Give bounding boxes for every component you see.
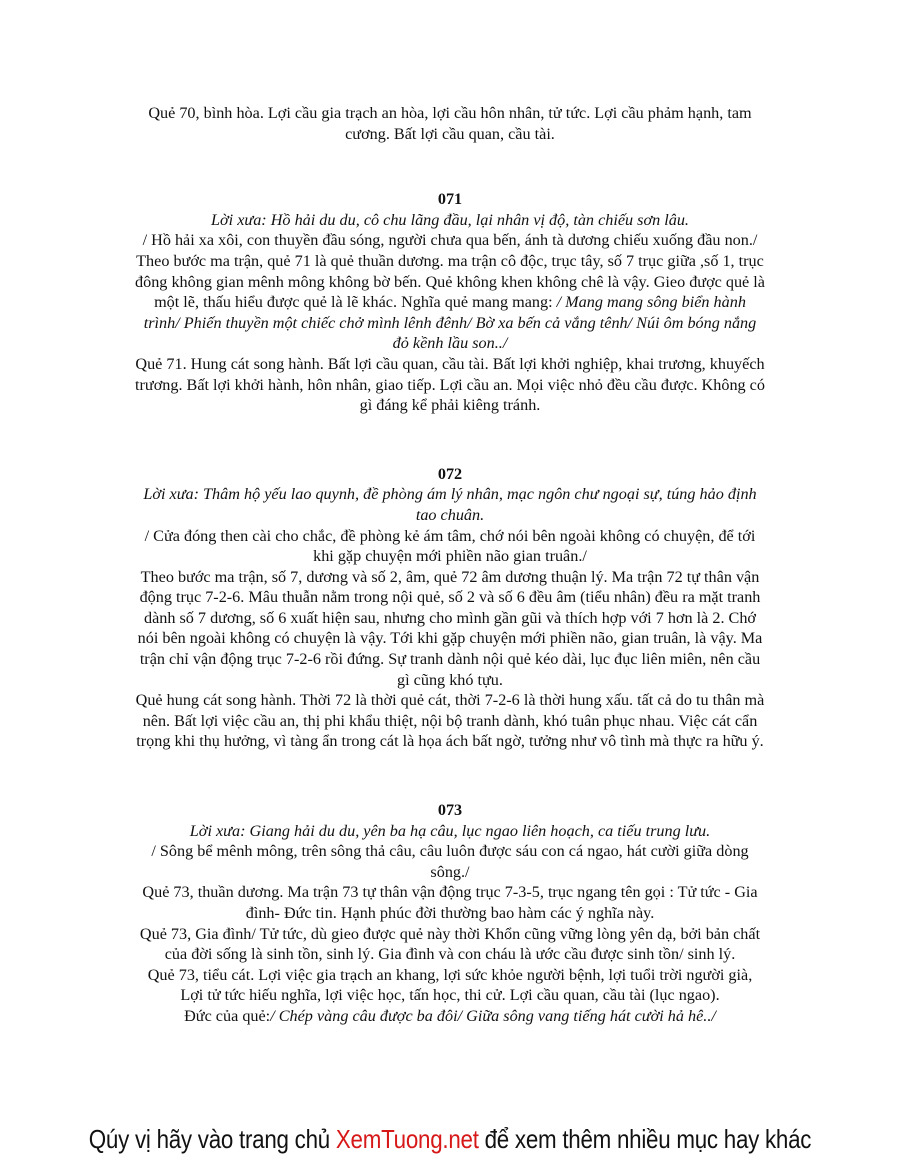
text-line: sông./: [430, 862, 470, 881]
text-line: đình- Đức tin. Hạnh phúc đời thường bao hàm các ý nghĩa này.: [245, 904, 655, 922]
section-071: [100, 189, 800, 416]
text-line: của đời sống là sinh tồn, sinh lý. Gia đình và con cháu là ước cầu được sinh tồn/ sinh lý.: [164, 945, 736, 964]
text-line: dành số 7 dương, số 6 xuất hiện sau, nhưng cho mình gần gũi và thích hợp với 7 hơn là 2. Chớ: [143, 608, 756, 627]
text-line: / Hồ hải xa xôi, con thuyền đầu sóng, người chưa qua bến, ánh tà dương chiếu xuống đầu non./: [142, 231, 758, 250]
text-line: động trục 7-2-6. Mâu thuẫn nằm trong nội quẻ, số 2 và số 6 đều âm (tiểu nhân) đều ra mặt tranh: [139, 588, 761, 607]
text-line: [100, 1006, 800, 1027]
text-line: Quẻ 73, tiểu cát. Lợi việc gia trạch an khang, lợi sức khỏe người bệnh, lợi tuổi trời người già,: [147, 965, 753, 984]
document-page: [100, 103, 800, 1027]
text-line: trình/ Phiến thuyền một chiếc chở mình lênh đênh/ Bờ xa bến cả vắng tênh/ Núi ôm bóng nắng: [143, 313, 757, 332]
section-072: [100, 464, 800, 752]
footer-text-before: Qúy vị hãy vào trang chủ: [88, 1124, 336, 1154]
text-line: Quẻ 71. Hung cát song hành. Bất lợi cầu quan, cầu tài. Bất lợi khởi nghiệp, khai trương, khuyếch: [135, 354, 765, 373]
text-line: gì cũng khó tựu.: [397, 670, 503, 689]
section-number: 071: [437, 190, 463, 209]
text-line: / Sông bể mênh mông, trên sông thả câu, câu luôn được sáu con cá ngao, hát cười giữa dòng: [151, 842, 749, 861]
text-line: Quẻ 73, thuần dương. Ma trận 73 tự thân vận động trục 7-3-5, trục ngang tên gọi : Tử tức - Gia: [142, 883, 758, 902]
intro-line-2: cương. Bất lợi cầu quan, cầu tài.: [345, 124, 555, 143]
footer-banner: [63, 1124, 837, 1155]
text-line: / Cửa đóng then cài cho chắc, đề phòng kẻ ám tâm, chớ nói bên ngoài không có chuyện, để tới: [144, 526, 756, 545]
section-body: [100, 821, 800, 1027]
text-line: nói bên ngoài không có chuyện là vậy. Tới khi gặp chuyện mới phiền não, gian truân, là vậy. Ma: [137, 629, 763, 648]
text-line: Quẻ 73, Gia đình/ Tử tức, dù gieo được quẻ này thời Khổn cũng vững lòng yên dạ, bởi bản chất: [139, 924, 761, 943]
text-line: Lời xưa: Hồ hải du du, cô chu lãng đầu, lại nhân vị độ, tàn chiếu sơn lâu.: [211, 210, 689, 229]
text-line: nên. Bất lợi việc cầu an, thị phi khẩu thiệt, nội bộ tranh dành, khó tuân phục nhau. Việc cát cẩn: [142, 711, 758, 730]
intro-line-1: Quẻ 70, bình hòa. Lợi cầu gia trạch an hòa, lợi cầu hôn nhân, tử tức. Lợi cầu phảm hạnh, tam: [148, 104, 752, 122]
section-body: [100, 484, 800, 752]
text-line: tao chuân.: [415, 505, 485, 524]
footer-site-link[interactable]: XemTuong.net: [335, 1124, 479, 1154]
section-number: 072: [437, 464, 463, 483]
footer-text-after: để xem thêm nhiều mục hay khác: [478, 1124, 812, 1154]
text-line: trương. Bất lợi khởi hành, hôn nhân, giao tiếp. Lợi cầu an. Mọi việc nhỏ đều cầu được. Không có: [135, 375, 765, 394]
text-line: Lời xưa: Thâm hộ yếu lao quynh, đề phòng ám lý nhân, mạc ngôn chư ngoại sự, túng hảo định: [143, 485, 757, 504]
text-line: Lợi tử tức hiếu nghĩa, lợi việc học, tấn học, thi cử. Lợi cầu quan, cầu tài (lục ngao).: [180, 986, 720, 1005]
text-line: Theo bước ma trận, số 7, dương và số 2, âm, quẻ 72 âm dương thuận lý. Ma trận 72 tự thân vận: [140, 567, 760, 586]
italic-text: / Mang mang sông biển hành: [556, 293, 746, 312]
italic-text: / Chép vàng câu được ba đôi/ Giữa sông vang tiếng hát cười hả hê../: [270, 1006, 716, 1025]
text-line: [100, 292, 800, 313]
text-line: đông không gian mênh mông không bờ bến. Quẻ không khen không chê là vậy. Gieo được quẻ là: [135, 272, 765, 291]
text-line: khi gặp chuyện mới phiền não gian truân./: [313, 547, 587, 566]
section-body: [100, 210, 800, 416]
text-line: trận chỉ vận động trục 7-2-6 rồi đứng. Sự tranh dành nội quẻ kéo dài, lục đục liên miên, nên cầu: [139, 650, 761, 669]
section-number: 073: [437, 801, 463, 820]
section-073: [100, 800, 800, 1027]
text-span: Đức của quẻ:: [184, 1006, 271, 1025]
text-line: Quẻ hung cát song hành. Thời 72 là thời quẻ cát, thời 7-2-6 là thời hung xấu. tất cả do tu thân mà: [135, 691, 765, 710]
text-line: Lời xưa: Giang hải du du, yên ba hạ câu, lục ngao liên hoạch, ca tiếu trung lưu.: [189, 821, 711, 840]
text-line: gì đáng kể phải kiêng tránh.: [359, 396, 541, 415]
text-line: Theo bước ma trận, quẻ 71 là quẻ thuần dương. ma trận cô độc, trục tây, số 7 trục giữa ,số 1, trục: [136, 251, 764, 270]
text-span: một lẽ, thấu hiểu được quẻ là lẽ khác. Nghĩa quẻ mang mang:: [154, 293, 557, 312]
text-line: đỏ kềnh lầu son../: [392, 334, 508, 353]
text-line: trọng khi thụ hưởng, vì tàng ẩn trong cát là họa ách bất ngờ, tưởng như vô tình mà thực ra hữu ý.: [136, 732, 764, 751]
